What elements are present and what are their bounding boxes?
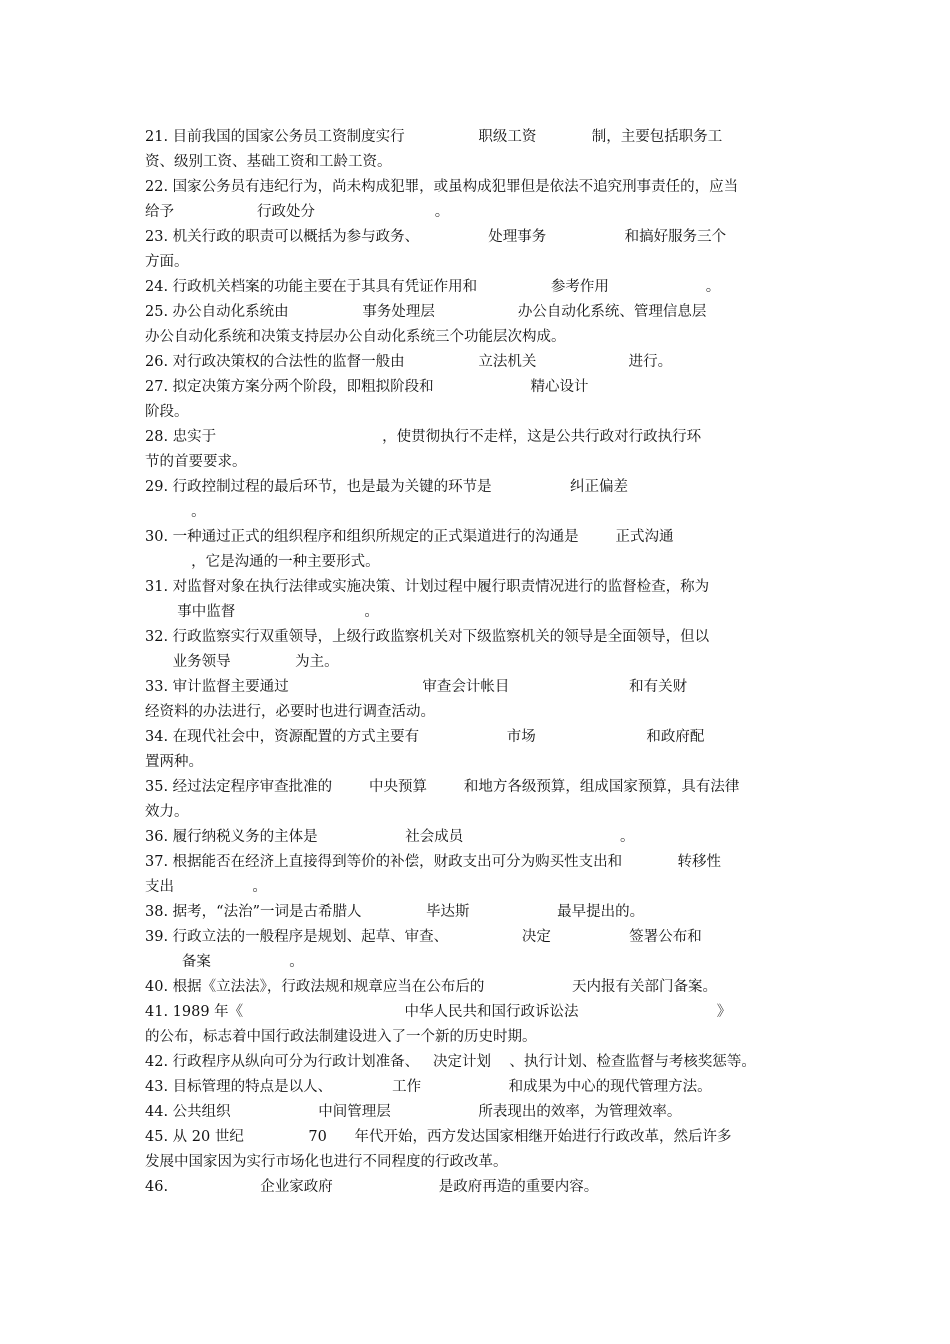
text-line: 27. 拟定决策方案分两个阶段，即粗拟阶段和 精心设计 — [145, 379, 589, 395]
text-line: 21. 目前我国的国家公务员工资制度实行 职级工资 制，主要包括职务工 — [145, 129, 723, 145]
text-line: 资、级别工资、基础工资和工龄工资。 — [145, 154, 392, 170]
text-line: 40. 根据《立法法》，行政法规和规章应当在公布后的 天内报有关部门备案。 — [145, 979, 717, 995]
text-line: 28. 忠实于 ，使贯彻执行不走样，这是公共行政对行政执行环 — [145, 429, 702, 445]
text-line: 置两种。 — [145, 754, 203, 770]
text-line: 阶段。 — [145, 404, 189, 420]
text-line: 节的首要要求。 — [145, 454, 247, 470]
text-line: 发展中国家因为实行市场化也进行不同程度的行政改革。 — [145, 1154, 508, 1170]
text-line: 30. 一种通过正式的组织程序和组织所规定的正式渠道进行的沟通是 正式沟通 — [145, 529, 674, 545]
text-line: 给予 行政处分 。 — [145, 204, 450, 220]
text-line: 效力。 — [145, 804, 189, 820]
text-line: 。 — [145, 504, 206, 520]
text-line: 23. 机关行政的职责可以概括为参与政务、 处理事务 和搞好服务三个 — [145, 229, 727, 245]
text-line: 37. 根据能否在经济上直接得到等价的补偿，财政支出可分为购买性支出和 转移性 — [145, 854, 721, 870]
text-line: 支出 。 — [145, 879, 267, 895]
text-line: 34. 在现代社会中，资源配置的方式主要有 市场 和政府配 — [145, 729, 705, 745]
text-line: 41. 1989 年《 中华人民共和国行政诉讼法 》 — [145, 1004, 732, 1020]
text-line: 45. 从 20 世纪 70 年代开始，西方发达国家相继开始进行行政改革，然后许多 — [145, 1129, 732, 1145]
text-line: 经资料的办法进行，必要时也进行调查活动。 — [145, 704, 435, 720]
text-line: 24. 行政机关档案的功能主要在于其具有凭证作用和 参考作用 。 — [145, 279, 721, 295]
text-line: ，它是沟通的一种主要形式。 — [145, 554, 380, 570]
text-line: 办公自动化系统和决策支持层办公自动化系统三个功能层次构成。 — [145, 329, 566, 345]
text-line: 方面。 — [145, 254, 189, 270]
text-line: 31. 对监督对象在执行法律或实施决策、计划过程中履行职责情况进行的监督检查，称为 — [145, 579, 710, 595]
text-line: 的公布，标志着中国行政法制建设进入了一个新的历史时期。 — [145, 1029, 537, 1045]
text-line: 26. 对行政决策权的合法性的监督一般由 立法机关 进行。 — [145, 354, 673, 370]
text-line: 35. 经过法定程序审查批准的 中央预算 和地方各级预算，组成国家预算，具有法律 — [145, 779, 740, 795]
text-line: 事中监督 。 — [145, 604, 379, 620]
text-line: 36. 履行纳税义务的主体是 社会成员 。 — [145, 829, 635, 845]
text-line: 32. 行政监察实行双重领导，上级行政监察机关对下级监察机关的领导是全面领导，但以 — [145, 629, 710, 645]
text-line: 42. 行政程序从纵向可分为行政计划准备、 决定计划 、执行计划、检查监督与考核奖惩等。 — [145, 1054, 756, 1070]
text-line: 43. 目标管理的特点是以人、 工作 和成果为中心的现代管理方法。 — [145, 1079, 712, 1095]
text-line: 46. 企业家政府 是政府再造的重要内容。 — [145, 1179, 599, 1195]
text-line: 22. 国家公务员有违纪行为，尚未构成犯罪，或虽构成犯罪但是依法不追究刑事责任的，应当 — [145, 179, 739, 195]
text-line: 38. 据考，“法治”一词是古希腊人 毕达斯 最早提出的。 — [145, 904, 645, 920]
text-line: 25. 办公自动化系统由 事务处理层 办公自动化系统、管理信息层 — [145, 304, 707, 320]
text-line: 33. 审计监督主要通过 审查会计帐目 和有关财 — [145, 679, 688, 695]
text-line: 44. 公共组织 中间管理层 所表现出的效率，为管理效率。 — [145, 1104, 682, 1120]
text-line: 备案 。 — [145, 954, 304, 970]
text-line: 39. 行政立法的一般程序是规划、起草、审查、 决定 签署公布和 — [145, 929, 702, 945]
text-line: 29. 行政控制过程的最后环节，也是最为关键的环节是 纠正偏差 — [145, 479, 629, 495]
text-line: 业务领导 为主。 — [145, 654, 339, 670]
